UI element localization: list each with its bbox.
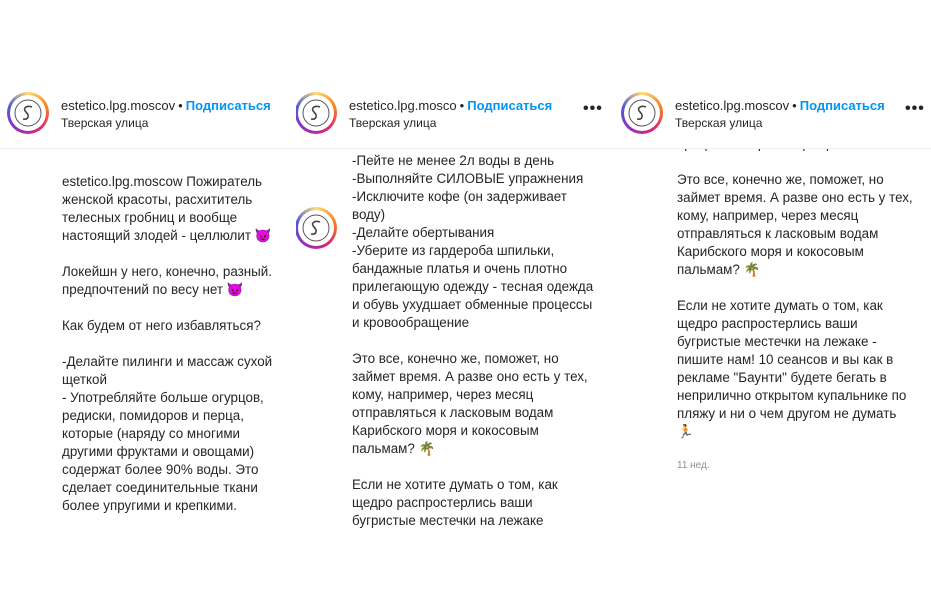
separator-dot: • [178, 98, 183, 113]
caption-author[interactable]: estetico.lpg.moscow [62, 174, 183, 189]
avatar[interactable] [621, 92, 663, 134]
post-caption [62, 173, 290, 515]
follow-button[interactable]: Подписаться [467, 98, 553, 113]
post-caption: Это все, конечно же, поможет, но займет время. А разве оно есть у тех, кому, например, через месяц отправляться к ласковым водам Карибского моря и кокосовым пальмам? 🌴 Если не хотите думать о том, как щедро распростерлись ваши бугристые местечки на лежаке - пишите нам! 10 сеансов и вы как в рекламе "Баунти" будете бегать в неприлично открытом купальнике по пляжу и ни о чем другом не думать 🏃 [677, 172, 913, 439]
separator-dot: • [792, 98, 797, 113]
post-caption: -Пейте не менее 2л воды в день -Выполняйте СИЛОВЫЕ упражнения -Исключите кофе (он задерживает воду) -Делайте обертывания -Уберите из гардероба шпильки, бандажные платья и очень плотно прилегающую одежду - тесная одежда и обувь ухудшает обменные процессы и кровообращение Это все, конечно же, поможет, но займет время. А разве оно есть у тех, кому, например, через месяц отправляться к ласковым водам Карибского моря и кокосовым пальмам? 🌴 Если не хотите думать о том, как щедро распростерлись ваши бугристые местечки на лежаке [352, 153, 594, 528]
post-timestamp[interactable]: 11 нед. [677, 460, 710, 471]
avatar[interactable] [296, 92, 337, 134]
follow-button[interactable]: Подписаться [799, 98, 885, 113]
post-panel-2 [296, 0, 612, 595]
location-link[interactable]: Тверская улица [61, 116, 149, 130]
estetico-logo-icon [10, 95, 46, 131]
estetico-logo-icon [298, 95, 334, 131]
location-link[interactable]: Тверская улица [675, 116, 763, 130]
more-options-icon[interactable]: ••• [583, 100, 603, 117]
post-panel-3 [612, 0, 931, 595]
more-options-icon[interactable]: ••• [905, 100, 925, 117]
username-link[interactable]: estetico.lpg.moscov [675, 98, 790, 113]
post-header [0, 0, 296, 149]
location-link[interactable]: Тверская улица [349, 116, 437, 130]
separator-dot: • [459, 98, 465, 113]
caption-avatar[interactable] [296, 207, 337, 249]
estetico-logo-icon [624, 95, 660, 131]
post-header [296, 0, 612, 149]
estetico-logo-icon [298, 210, 334, 246]
follow-button[interactable]: Подписаться [185, 98, 271, 113]
avatar[interactable] [7, 92, 49, 134]
post-header [612, 0, 931, 149]
username-link[interactable]: estetico.lpg.mosco [349, 98, 457, 113]
caption-text: Пожиратель женской красоты, расхититель телесных гробниц и вообще настоящий злодей - целлюлит 👿 Локейшн у него, конечно, разный. предпочтений по весу нет 👿 Как будем от него избавляться? -Делайте пилинги и массаж сухой щеткой - Употребляйте больше огурцов, редиски, помидоров и перца, которые (наряду со многими другими фруктами и овощами) содержат более 90% воды. Это сделает соединительные ткани более упругими и крепкими. [62, 174, 273, 513]
post-panel-1 [0, 0, 296, 595]
username-link[interactable]: estetico.lpg.moscov [61, 98, 176, 113]
